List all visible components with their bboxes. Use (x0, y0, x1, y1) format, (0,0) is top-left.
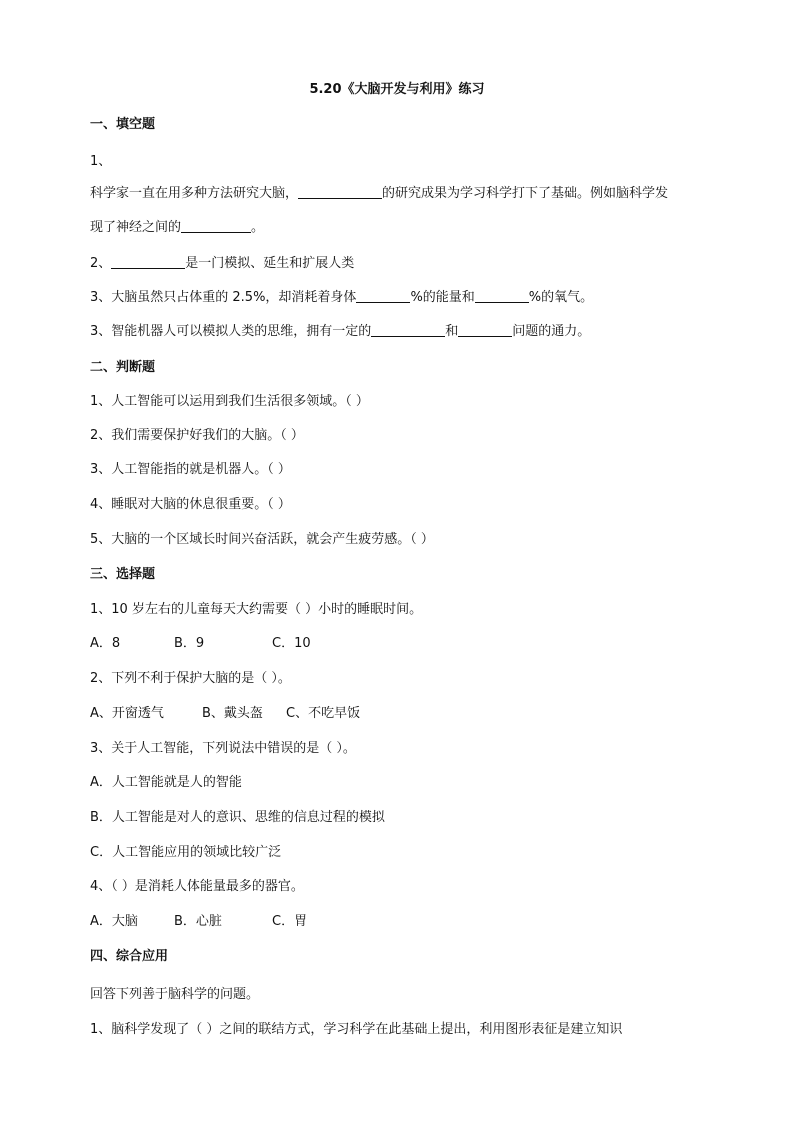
question-text-part: 3、大脑虽然只占体重的 2.5%，却消耗着身体 (90, 290, 357, 305)
question-text (90, 254, 354, 274)
choice-option[interactable]: C．人工智能应用的领域比较广泛 (90, 845, 282, 860)
judgment-item: 1、人工智能可以运用到我们生活很多领域。（ ） (90, 394, 369, 409)
choice-question: 1、10 岁左右的儿童每天大约需要（ ）小时的睡眠时间。 (90, 602, 423, 617)
choice-option[interactable]: B．9 (174, 636, 205, 651)
answer-blank[interactable] (356, 288, 410, 303)
choice-option[interactable]: C．胃 (272, 914, 308, 929)
judgment-item: 5、大脑的一个区域长时间兴奋活跃，就会产生疲劳感。（ ） (90, 532, 434, 547)
choice-options (90, 634, 311, 654)
answer-blank[interactable] (458, 322, 512, 337)
choice-option[interactable]: C．10 (272, 636, 311, 651)
answer-blank[interactable] (475, 288, 529, 303)
section-heading-multiple-choice: 三、选择题 (90, 567, 156, 582)
choice-option[interactable]: B．心脏 (174, 914, 222, 929)
question-text (90, 184, 668, 204)
section-heading-true-false: 二、判断题 (90, 360, 156, 375)
section-heading-fill-in: 一、填空题 (90, 117, 156, 132)
question-text-part: 和 (445, 324, 459, 339)
question-text-part: 2、 (90, 256, 112, 271)
judgment-item: 2、我们需要保护好我们的大脑。（ ） (90, 428, 304, 443)
choice-option[interactable]: B．人工智能是对人的意识、思维的信息过程的模拟 (90, 810, 385, 825)
question-text-part: %的能量和 (410, 290, 475, 305)
judgment-item: 3、人工智能指的就是机器人。（ ） (90, 462, 291, 477)
answer-blank[interactable] (298, 184, 382, 199)
question-text (90, 322, 590, 342)
section-heading-application: 四、综合应用 (90, 949, 169, 964)
answer-blank[interactable] (181, 218, 251, 233)
question-text-part: 现了神经之间的 (90, 220, 182, 235)
question-text-part: 是一门模拟、延生和扩展人类 (185, 256, 355, 271)
application-intro: 回答下列善于脑科学的问题。 (90, 987, 260, 1002)
choice-options (90, 912, 307, 932)
page-title: 5.20《大脑开发与利用》练习 (309, 82, 485, 97)
choice-option[interactable]: A、开窗透气 (90, 706, 164, 721)
choice-option[interactable]: A．人工智能就是人的智能 (90, 775, 242, 790)
choice-option[interactable]: A．大脑 (90, 914, 138, 929)
answer-blank[interactable] (371, 322, 445, 337)
choice-option[interactable]: A．8 (90, 636, 121, 651)
question-text-part: 科学家一直在用多种方法研究大脑， (90, 186, 299, 201)
question-text-part: 。 (251, 220, 265, 235)
question-text (90, 218, 264, 238)
judgment-item: 4、睡眠对大脑的休息很重要。（ ） (90, 497, 291, 512)
choice-question: 2、下列不利于保护大脑的是（ ）。 (90, 671, 291, 686)
question-text-part: %的氧气。 (528, 290, 594, 305)
application-question: 1、脑科学发现了（ ）之间的联结方式，学习科学在此基础上提出，利用图形表征是建立知识 (90, 1022, 623, 1037)
choice-question: 4、（ ）是消耗人体能量最多的器官。 (90, 879, 304, 894)
question-text-part: 3、智能机器人可以模拟人类的思维，拥有一定的 (90, 324, 372, 339)
choice-option[interactable]: C、不吃早饭 (286, 706, 361, 721)
choice-option[interactable]: B、戴头盔 (202, 706, 263, 721)
choice-options (90, 704, 360, 724)
answer-blank[interactable] (111, 254, 185, 269)
choice-question: 3、关于人工智能，下列说法中错误的是（ ）。 (90, 741, 356, 756)
question-text (90, 288, 593, 308)
question-number: 1、 (90, 154, 112, 169)
question-text-part: 的研究成果为学习科学打下了基础。例如脑科学发 (382, 186, 669, 201)
question-text-part: 问题的通力。 (512, 324, 591, 339)
